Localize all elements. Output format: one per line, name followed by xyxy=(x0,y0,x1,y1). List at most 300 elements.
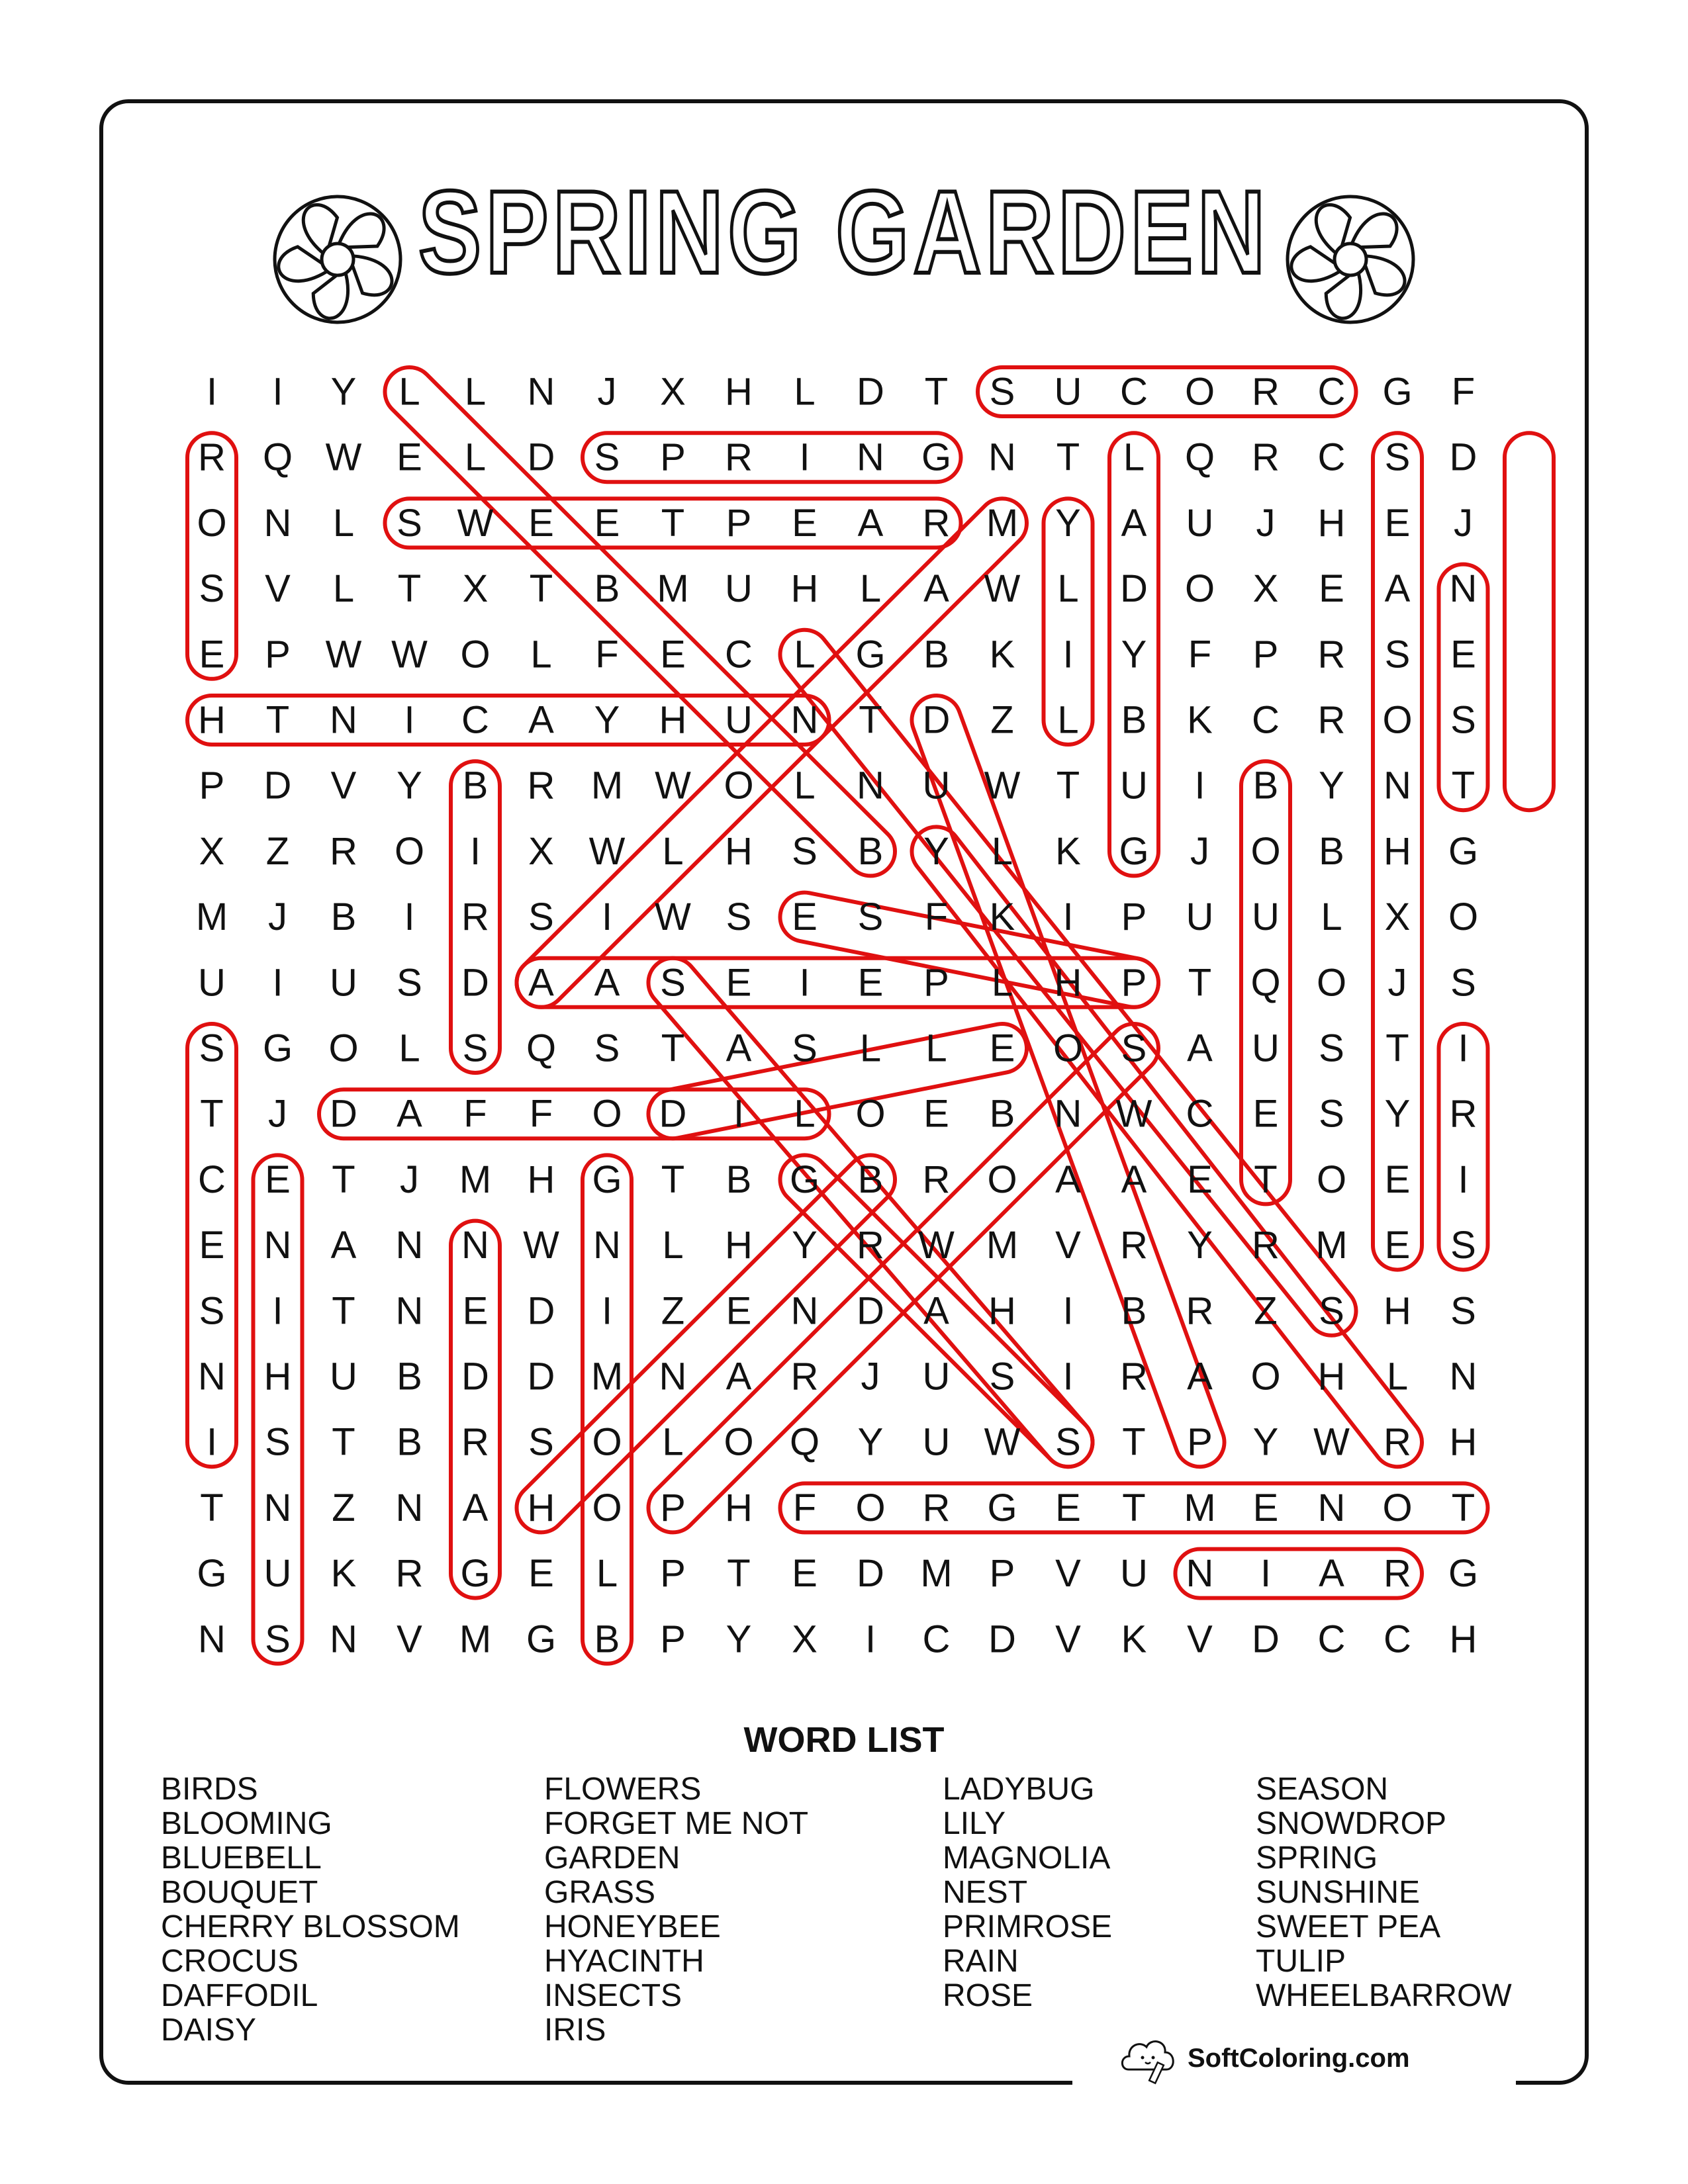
grid-letter[interactable]: T xyxy=(661,1158,685,1201)
grid-letter[interactable]: W xyxy=(918,1224,955,1267)
grid-letter[interactable]: U xyxy=(922,764,951,807)
grid-letter[interactable]: R xyxy=(1317,698,1346,742)
grid-letter[interactable]: L xyxy=(530,633,552,676)
grid-letter[interactable]: U xyxy=(922,1355,951,1398)
grid-letter[interactable]: V xyxy=(1055,1617,1081,1661)
grid-letter[interactable]: C xyxy=(1252,698,1280,742)
grid-letter[interactable]: I xyxy=(469,829,481,873)
grid-letter[interactable]: S xyxy=(1319,1026,1344,1070)
grid-letter[interactable]: H xyxy=(527,1158,555,1201)
grid-letter[interactable]: G xyxy=(197,1552,227,1596)
grid-letter[interactable]: O xyxy=(724,1420,754,1464)
grid-letter[interactable]: W xyxy=(523,1224,559,1267)
grid-letter[interactable]: O xyxy=(460,633,491,676)
grid-letter[interactable]: N xyxy=(857,764,884,807)
grid-letter[interactable]: W xyxy=(457,501,494,545)
grid-letter[interactable]: L xyxy=(332,567,355,611)
grid-letter[interactable]: R xyxy=(1383,1552,1411,1596)
grid-letter[interactable]: I xyxy=(272,961,283,1005)
grid-letter[interactable]: R xyxy=(1252,1224,1280,1267)
grid-letter[interactable]: A xyxy=(1121,1158,1147,1201)
grid-letter[interactable]: S xyxy=(989,370,1015,414)
grid-letter[interactable]: R xyxy=(1317,633,1346,676)
grid-letter[interactable]: O xyxy=(987,1158,1017,1201)
grid-letter[interactable]: W xyxy=(1115,1092,1152,1136)
grid-letter[interactable]: I xyxy=(1062,1355,1074,1398)
grid-letter[interactable]: S xyxy=(265,1420,291,1464)
grid-letter[interactable]: I xyxy=(733,1092,745,1136)
grid-letter[interactable]: E xyxy=(199,1224,225,1267)
grid-letter[interactable]: Z xyxy=(265,829,290,873)
grid-letter[interactable]: N xyxy=(263,1486,292,1529)
grid-letter[interactable]: S xyxy=(1319,1092,1344,1136)
grid-letter[interactable]: U xyxy=(330,961,357,1005)
grid-letter[interactable]: W xyxy=(588,829,626,873)
grid-letter[interactable]: T xyxy=(529,567,553,611)
grid-letter[interactable]: O xyxy=(592,1420,622,1464)
grid-letter[interactable]: Y xyxy=(1252,1420,1279,1464)
grid-letter[interactable]: L xyxy=(332,501,355,545)
grid-letter[interactable]: S xyxy=(528,895,554,939)
grid-letter[interactable]: E xyxy=(528,1552,554,1596)
grid-letter[interactable]: R xyxy=(461,895,489,939)
grid-letter[interactable]: B xyxy=(857,1158,884,1201)
grid-letter[interactable]: C xyxy=(198,1158,226,1201)
grid-letter[interactable]: N xyxy=(857,435,884,479)
grid-letter[interactable]: O xyxy=(1184,567,1215,611)
grid-letter[interactable]: P xyxy=(1187,1420,1213,1464)
grid-letter[interactable]: R xyxy=(790,1355,819,1398)
grid-letter[interactable]: E xyxy=(265,1158,291,1201)
grid-letter[interactable]: X xyxy=(1252,567,1279,611)
grid-letter[interactable]: O xyxy=(592,1092,622,1136)
grid-letter[interactable]: W xyxy=(1313,1420,1350,1464)
grid-letter[interactable]: R xyxy=(1186,1289,1214,1333)
grid-letter[interactable]: S xyxy=(594,1026,620,1070)
grid-letter[interactable]: H xyxy=(1054,961,1082,1005)
grid-letter[interactable]: K xyxy=(1121,1617,1147,1661)
grid-letter[interactable]: S xyxy=(1450,698,1476,742)
grid-letter[interactable]: I xyxy=(601,1289,613,1333)
grid-letter[interactable]: L xyxy=(1057,698,1079,742)
grid-letter[interactable]: L xyxy=(859,1026,882,1070)
grid-letter[interactable]: U xyxy=(922,1420,951,1464)
grid-letter[interactable]: S xyxy=(792,1026,818,1070)
grid-letter[interactable]: A xyxy=(923,567,949,611)
grid-letter[interactable]: R xyxy=(1252,370,1280,414)
grid-letter[interactable]: C xyxy=(1317,1617,1346,1661)
grid-letter[interactable]: E xyxy=(989,1026,1015,1070)
grid-letter[interactable]: S xyxy=(1055,1420,1081,1464)
grid-letter[interactable]: V xyxy=(265,567,291,611)
grid-letter[interactable]: Y xyxy=(1384,1092,1411,1136)
grid-letter[interactable]: E xyxy=(1187,1158,1213,1201)
grid-letter[interactable]: R xyxy=(461,1420,489,1464)
grid-letter[interactable]: A xyxy=(528,961,554,1005)
grid-letter[interactable]: U xyxy=(1186,501,1214,545)
grid-letter[interactable]: A xyxy=(1384,567,1411,611)
grid-letter[interactable]: E xyxy=(792,895,818,939)
grid-letter[interactable]: U xyxy=(263,1552,292,1596)
grid-letter[interactable]: J xyxy=(1387,961,1407,1005)
grid-letter[interactable]: P xyxy=(265,633,291,676)
grid-letter[interactable]: U xyxy=(725,698,753,742)
grid-letter[interactable]: T xyxy=(1254,1158,1278,1201)
grid-letter[interactable]: C xyxy=(1317,370,1346,414)
grid-letter[interactable]: L xyxy=(991,829,1013,873)
grid-letter[interactable]: Z xyxy=(661,1289,685,1333)
grid-letter[interactable]: S xyxy=(1450,1224,1476,1267)
grid-letter[interactable]: H xyxy=(659,698,687,742)
grid-letter[interactable]: H xyxy=(1449,1617,1477,1661)
grid-letter[interactable]: Y xyxy=(726,1617,752,1661)
grid-letter[interactable]: A xyxy=(330,1224,357,1267)
grid-letter[interactable]: F xyxy=(792,1486,817,1529)
grid-letter[interactable]: A xyxy=(923,1289,949,1333)
grid-letter[interactable]: J xyxy=(1454,501,1473,545)
grid-letter[interactable]: S xyxy=(397,961,422,1005)
grid-letter[interactable]: D xyxy=(263,764,292,807)
grid-letter[interactable]: F xyxy=(924,895,949,939)
grid-letter[interactable]: N xyxy=(988,435,1016,479)
grid-letter[interactable]: H xyxy=(725,1486,753,1529)
grid-letter[interactable]: S xyxy=(1319,1289,1344,1333)
grid-letter[interactable]: G xyxy=(921,435,952,479)
grid-letter[interactable]: H xyxy=(1449,1420,1477,1464)
grid-letter[interactable]: T xyxy=(924,370,949,414)
grid-letter[interactable]: E xyxy=(1384,1158,1411,1201)
grid-letter[interactable]: B xyxy=(1252,764,1279,807)
grid-letter[interactable]: G xyxy=(789,1158,820,1201)
grid-letter[interactable]: E xyxy=(726,961,752,1005)
grid-letter[interactable]: E xyxy=(726,1289,752,1333)
grid-letter[interactable]: T xyxy=(661,1026,685,1070)
grid-letter[interactable]: N xyxy=(1449,567,1477,611)
grid-letter[interactable]: O xyxy=(1250,1355,1281,1398)
grid-letter[interactable]: L xyxy=(794,633,816,676)
grid-letter[interactable]: I xyxy=(272,370,283,414)
grid-letter[interactable]: A xyxy=(1121,501,1147,545)
grid-letter[interactable]: E xyxy=(397,435,422,479)
grid-letter[interactable]: A xyxy=(857,501,884,545)
grid-letter[interactable]: G xyxy=(1448,829,1479,873)
grid-letter[interactable]: H xyxy=(1317,1355,1346,1398)
grid-letter[interactable]: S xyxy=(726,895,752,939)
grid-letter[interactable]: V xyxy=(1055,1224,1081,1267)
grid-letter[interactable]: O xyxy=(1382,698,1413,742)
grid-letter[interactable]: N xyxy=(330,698,357,742)
grid-letter[interactable]: Z xyxy=(1254,1289,1278,1333)
grid-letter[interactable]: I xyxy=(1194,764,1205,807)
grid-letter[interactable]: Y xyxy=(330,370,357,414)
grid-letter[interactable]: K xyxy=(1187,698,1213,742)
grid-letter[interactable]: E xyxy=(1384,501,1411,545)
grid-letter[interactable]: B xyxy=(462,764,489,807)
grid-letter[interactable]: A xyxy=(462,1486,489,1529)
grid-letter[interactable]: T xyxy=(265,698,290,742)
grid-letter[interactable]: R xyxy=(1120,1355,1148,1398)
grid-letter[interactable]: W xyxy=(655,764,691,807)
grid-letter[interactable]: O xyxy=(592,1486,622,1529)
grid-letter[interactable]: A xyxy=(1055,1158,1081,1201)
grid-letter[interactable]: C xyxy=(1317,435,1346,479)
grid-letter[interactable]: N xyxy=(527,370,555,414)
grid-letter[interactable]: R xyxy=(198,435,226,479)
grid-letter[interactable]: N xyxy=(395,1224,424,1267)
grid-letter[interactable]: J xyxy=(597,370,617,414)
grid-letter[interactable]: M xyxy=(657,567,689,611)
grid-letter[interactable]: I xyxy=(799,435,810,479)
grid-letter[interactable]: U xyxy=(1186,895,1214,939)
grid-letter[interactable]: J xyxy=(1256,501,1276,545)
grid-letter[interactable]: U xyxy=(1252,1026,1280,1070)
grid-letter[interactable]: O xyxy=(1053,1026,1084,1070)
grid-letter[interactable]: T xyxy=(397,567,422,611)
grid-letter[interactable]: X xyxy=(199,829,225,873)
grid-letter[interactable]: I xyxy=(1062,895,1074,939)
grid-letter[interactable]: E xyxy=(923,1092,949,1136)
grid-letter[interactable]: Y xyxy=(857,1420,884,1464)
grid-letter[interactable]: E xyxy=(1252,1486,1279,1529)
grid-letter[interactable]: A xyxy=(1187,1355,1213,1398)
grid-letter[interactable]: W xyxy=(391,633,428,676)
grid-letter[interactable]: T xyxy=(200,1486,224,1529)
grid-letter[interactable]: R xyxy=(1252,435,1280,479)
grid-letter[interactable]: L xyxy=(794,764,816,807)
grid-letter[interactable]: Q xyxy=(1250,961,1281,1005)
grid-letter[interactable]: J xyxy=(268,1092,287,1136)
grid-letter[interactable]: X xyxy=(462,567,489,611)
grid-letter[interactable]: D xyxy=(527,1355,555,1398)
grid-letter[interactable]: S xyxy=(989,1355,1015,1398)
grid-letter[interactable]: K xyxy=(1055,829,1081,873)
grid-letter[interactable]: I xyxy=(865,1617,876,1661)
grid-letter[interactable]: A xyxy=(726,1026,752,1070)
grid-letter[interactable]: E xyxy=(1319,567,1344,611)
grid-letter[interactable]: P xyxy=(660,1552,686,1596)
grid-letter[interactable]: T xyxy=(1451,1486,1476,1529)
grid-letter[interactable]: N xyxy=(263,1224,292,1267)
grid-letter[interactable]: U xyxy=(1252,895,1280,939)
grid-letter[interactable]: R xyxy=(330,829,357,873)
grid-letter[interactable]: S xyxy=(1450,961,1476,1005)
grid-letter[interactable]: I xyxy=(404,698,415,742)
grid-letter[interactable]: X xyxy=(792,1617,818,1661)
grid-letter[interactable]: E xyxy=(792,1552,818,1596)
grid-letter[interactable]: R xyxy=(922,1486,951,1529)
grid-letter[interactable]: B xyxy=(989,1092,1015,1136)
grid-letter[interactable]: I xyxy=(404,895,415,939)
grid-letter[interactable]: T xyxy=(1056,435,1080,479)
grid-letter[interactable]: B xyxy=(330,895,357,939)
grid-letter[interactable]: P xyxy=(989,1552,1015,1596)
grid-letter[interactable]: C xyxy=(1120,370,1148,414)
grid-letter[interactable]: O xyxy=(724,764,754,807)
grid-letter[interactable]: R xyxy=(725,435,753,479)
grid-letter[interactable]: Y xyxy=(792,1224,818,1267)
grid-letter[interactable]: Z xyxy=(990,698,1014,742)
grid-letter[interactable]: V xyxy=(330,764,357,807)
grid-letter[interactable]: Y xyxy=(1055,501,1081,545)
grid-letter[interactable]: N xyxy=(790,1289,819,1333)
grid-letter[interactable]: G xyxy=(855,633,886,676)
grid-letter[interactable]: P xyxy=(923,961,949,1005)
grid-letter[interactable]: M xyxy=(459,1158,492,1201)
grid-letter[interactable]: O xyxy=(855,1092,886,1136)
grid-letter[interactable]: N xyxy=(790,698,819,742)
grid-letter[interactable]: S xyxy=(462,1026,489,1070)
grid-letter[interactable]: T xyxy=(1122,1486,1146,1529)
grid-letter[interactable]: G xyxy=(1382,370,1413,414)
grid-letter[interactable]: U xyxy=(1054,370,1082,414)
grid-letter[interactable]: R xyxy=(922,501,951,545)
grid-letter[interactable]: W xyxy=(984,764,1021,807)
grid-letter[interactable]: D xyxy=(1449,435,1477,479)
grid-letter[interactable]: A xyxy=(726,1355,752,1398)
grid-letter[interactable]: T xyxy=(1122,1420,1146,1464)
grid-letter[interactable]: H xyxy=(263,1355,292,1398)
grid-letter[interactable]: D xyxy=(857,1552,884,1596)
grid-letter[interactable]: B xyxy=(397,1355,422,1398)
grid-letter[interactable]: Q xyxy=(789,1420,820,1464)
grid-letter[interactable]: A xyxy=(1319,1552,1344,1596)
grid-letter[interactable]: H xyxy=(725,829,753,873)
grid-letter[interactable]: E xyxy=(857,961,884,1005)
grid-letter[interactable]: B xyxy=(594,1617,620,1661)
grid-letter[interactable]: P xyxy=(1252,633,1279,676)
grid-letter[interactable]: R xyxy=(527,764,555,807)
grid-letter[interactable]: P xyxy=(660,1617,686,1661)
grid-letter[interactable]: T xyxy=(332,1158,355,1201)
grid-letter[interactable]: S xyxy=(660,961,686,1005)
grid-letter[interactable]: I xyxy=(1458,1158,1469,1201)
grid-letter[interactable]: G xyxy=(592,1158,622,1201)
grid-letter[interactable]: L xyxy=(1321,895,1342,939)
grid-letter[interactable]: A xyxy=(397,1092,422,1136)
grid-letter[interactable]: D xyxy=(659,1092,687,1136)
grid-letter[interactable]: Y xyxy=(923,829,949,873)
grid-letter[interactable]: Q xyxy=(526,1026,557,1070)
grid-letter[interactable]: W xyxy=(325,633,362,676)
grid-letter[interactable]: N xyxy=(1383,764,1411,807)
grid-letter[interactable]: I xyxy=(1458,1026,1469,1070)
grid-letter[interactable]: D xyxy=(857,370,884,414)
grid-letter[interactable]: X xyxy=(1384,895,1411,939)
grid-letter[interactable]: S xyxy=(1121,1026,1147,1070)
grid-letter[interactable]: N xyxy=(1054,1092,1082,1136)
grid-letter[interactable]: O xyxy=(1448,895,1479,939)
grid-letter[interactable]: S xyxy=(199,1289,225,1333)
grid-letter[interactable]: M xyxy=(920,1552,953,1596)
grid-letter[interactable]: J xyxy=(1190,829,1209,873)
grid-letter[interactable]: H xyxy=(1383,1289,1411,1333)
grid-letter[interactable]: O xyxy=(1184,370,1215,414)
grid-letter[interactable]: M xyxy=(195,895,228,939)
grid-letter[interactable]: R xyxy=(1120,1224,1148,1267)
grid-letter[interactable]: Q xyxy=(262,435,293,479)
grid-letter[interactable]: W xyxy=(984,1420,1021,1464)
grid-letter[interactable]: E xyxy=(1450,633,1476,676)
grid-letter[interactable]: G xyxy=(987,1486,1017,1529)
grid-letter[interactable]: E xyxy=(1055,1486,1081,1529)
grid-letter[interactable]: N xyxy=(395,1486,424,1529)
grid-letter[interactable]: T xyxy=(859,698,882,742)
grid-letter[interactable]: L xyxy=(1057,567,1079,611)
grid-letter[interactable]: I xyxy=(601,895,613,939)
grid-letter[interactable]: O xyxy=(1250,829,1281,873)
grid-letter[interactable]: G xyxy=(526,1617,557,1661)
grid-letter[interactable]: H xyxy=(527,1486,555,1529)
grid-letter[interactable]: U xyxy=(198,961,226,1005)
grid-letter[interactable]: L xyxy=(794,370,816,414)
grid-letter[interactable]: L xyxy=(1123,435,1145,479)
grid-letter[interactable]: E xyxy=(1252,1092,1279,1136)
grid-letter[interactable]: I xyxy=(799,961,810,1005)
grid-letter[interactable]: D xyxy=(1252,1617,1280,1661)
grid-letter[interactable]: B xyxy=(397,1420,422,1464)
grid-letter[interactable]: N xyxy=(395,1289,424,1333)
grid-letter[interactable]: S xyxy=(1384,633,1411,676)
grid-letter[interactable]: R xyxy=(1383,1420,1411,1464)
grid-letter[interactable]: G xyxy=(262,1026,293,1070)
grid-letter[interactable]: B xyxy=(923,633,949,676)
grid-letter[interactable]: P xyxy=(726,501,752,545)
grid-letter[interactable]: S xyxy=(792,829,818,873)
grid-letter[interactable]: P xyxy=(1121,895,1147,939)
grid-letter[interactable]: M xyxy=(986,1224,1019,1267)
grid-letter[interactable]: A xyxy=(1187,1026,1213,1070)
grid-letter[interactable]: Y xyxy=(594,698,620,742)
grid-letter[interactable]: O xyxy=(197,501,227,545)
grid-letter[interactable]: R xyxy=(1449,1092,1477,1136)
grid-letter[interactable]: M xyxy=(590,1355,624,1398)
grid-letter[interactable]: Y xyxy=(397,764,422,807)
grid-letter[interactable]: I xyxy=(206,1420,218,1464)
grid-letter[interactable]: I xyxy=(1062,1289,1074,1333)
grid-letter[interactable]: Y xyxy=(1187,1224,1213,1267)
grid-letter[interactable]: D xyxy=(330,1092,357,1136)
grid-letter[interactable]: P xyxy=(660,1486,686,1529)
grid-letter[interactable]: O xyxy=(855,1486,886,1529)
grid-letter[interactable]: M xyxy=(590,764,624,807)
grid-letter[interactable]: R xyxy=(857,1224,884,1267)
grid-letter[interactable]: L xyxy=(464,435,487,479)
grid-letter[interactable]: H xyxy=(790,567,819,611)
grid-letter[interactable]: N xyxy=(1186,1552,1214,1596)
grid-letter[interactable]: S xyxy=(1450,1289,1476,1333)
grid-letter[interactable]: S xyxy=(199,567,225,611)
grid-letter[interactable]: X xyxy=(660,370,686,414)
grid-letter[interactable]: C xyxy=(461,698,489,742)
grid-letter[interactable]: L xyxy=(399,370,420,414)
grid-letter[interactable]: L xyxy=(662,829,684,873)
grid-letter[interactable]: M xyxy=(986,501,1019,545)
grid-letter[interactable]: M xyxy=(1315,1224,1348,1267)
grid-letter[interactable]: Y xyxy=(1121,633,1147,676)
grid-letter[interactable]: F xyxy=(1188,633,1212,676)
grid-letter[interactable]: T xyxy=(1056,764,1080,807)
grid-letter[interactable]: E xyxy=(1384,1224,1411,1267)
grid-letter[interactable]: I xyxy=(1260,1552,1272,1596)
grid-letter[interactable]: B xyxy=(1121,698,1147,742)
grid-letter[interactable]: G xyxy=(460,1552,491,1596)
grid-letter[interactable]: C xyxy=(1186,1092,1214,1136)
grid-letter[interactable]: G xyxy=(1448,1552,1479,1596)
grid-letter[interactable]: O xyxy=(394,829,425,873)
grid-letter[interactable]: S xyxy=(857,895,884,939)
grid-letter[interactable]: O xyxy=(1382,1486,1413,1529)
grid-letter[interactable]: D xyxy=(461,1355,489,1398)
